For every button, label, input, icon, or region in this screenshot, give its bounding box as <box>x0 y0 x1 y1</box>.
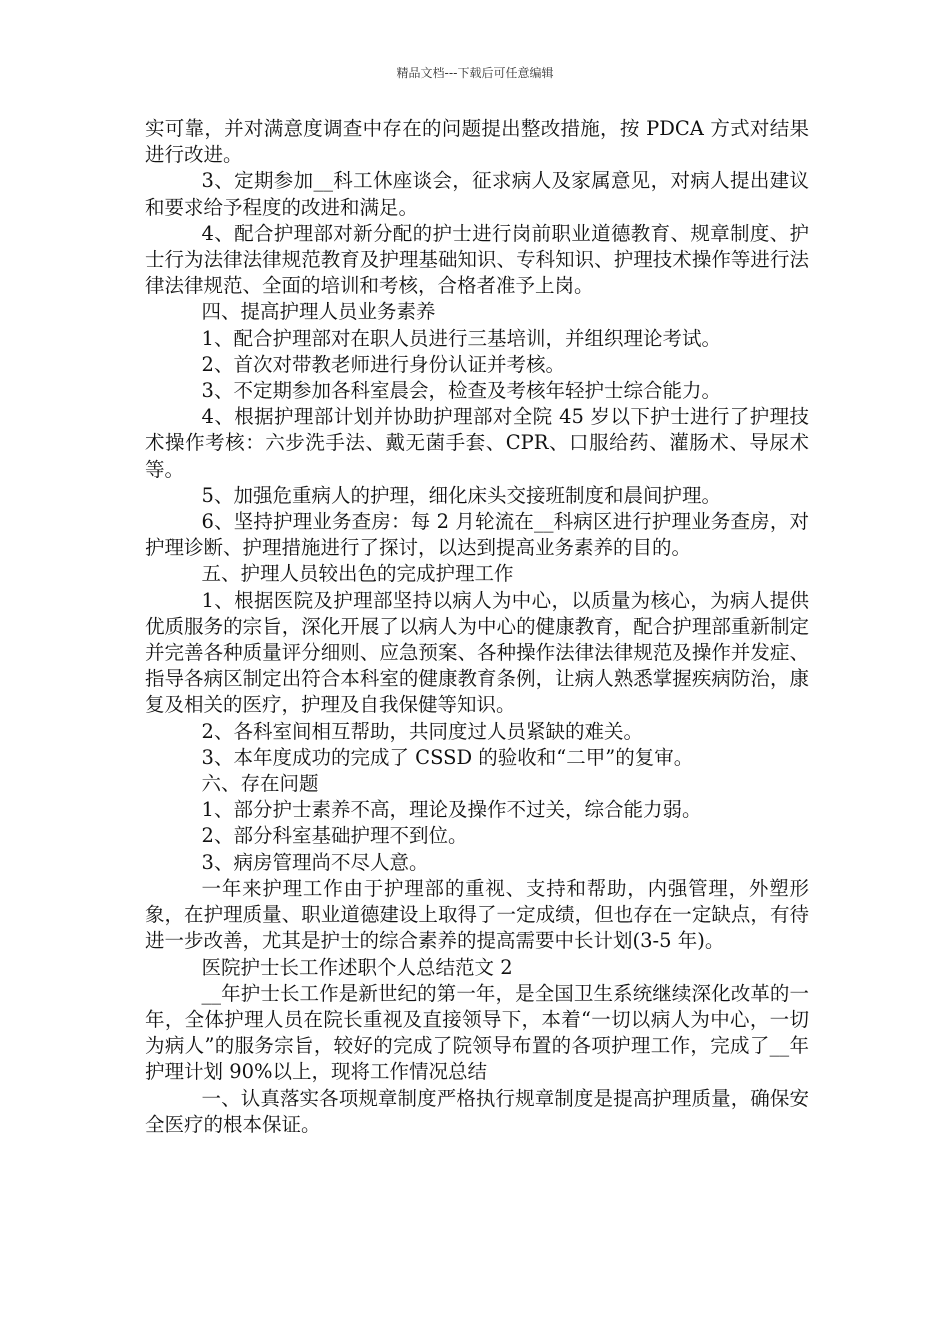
document-body <box>145 116 809 1138</box>
section-heading: 四、提高护理人员业务素养 <box>201 300 436 324</box>
paragraph: 6、坚持护理业务查房：每 2 月轮流在__科病区进行护理业务查房，对护理诊断、护理措施进行了探讨，以达到提高业务素养的目的。 <box>145 510 809 560</box>
section-heading: 六、存在问题 <box>201 772 319 796</box>
page-header: 精品文档---下载后可任意编辑 <box>396 66 554 80</box>
paragraph: 4、配合护理部对新分配的护士进行岗前职业道德教育、规章制度、护士行为法律法律规范教育及护理基础知识、专科知识、护理技术操作等进行法律法律规范、全面的培训和考核，合格者准予上岗。 <box>145 221 809 298</box>
paragraph: 5、加强危重病人的护理，细化床头交接班制度和晨间护理。 <box>201 483 721 507</box>
paragraph: 2、首次对带教老师进行身份认证并考核。 <box>201 352 565 376</box>
paragraph: __年护士长工作是新世纪的第一年，是全国卫生系统继续深化改革的一年，全体护理人员在院长重视及直接领导下，本着“一切以病人为中心，一切为病人”的服务宗旨，较好的完成了院领导布置的各项护理工作，完成了__年护理计划 90%以上，现将工作情况总结 <box>145 981 809 1084</box>
paragraph: 实可靠，并对满意度调查中存在的问题提出整改措施，按 PDCA 方式对结果进行改进。 <box>145 117 809 167</box>
paragraph: 一年来护理工作由于护理部的重视、支持和帮助，内强管理，外塑形象，在护理质量、职业道德建设上取得了一定成绩，但也存在一定缺点，有待进一步改善，尤其是护士的综合素养的提高需要中长计划(3-5 年)。 <box>145 876 809 953</box>
paragraph: 1、配合护理部对在职人员进行三基培训，并组织理论考试。 <box>201 326 721 350</box>
paragraph: 3、本年度成功的完成了 CSSD 的验收和“二甲”的复审。 <box>201 745 694 769</box>
paragraph: 3、定期参加__科工休座谈会，征求病人及家属意见，对病人提出建议和要求给予程度的改进和满足。 <box>145 169 809 219</box>
paragraph: 3、病房管理尚不尽人意。 <box>201 850 429 874</box>
paragraph: 2、部分科室基础护理不到位。 <box>201 824 468 848</box>
paragraph: 3、不定期参加各科室晨会，检查及考核年轻护士综合能力。 <box>201 379 721 403</box>
paragraph: 1、部分护士素养不高，理论及操作不过关，综合能力弱。 <box>201 798 702 822</box>
section-heading: 五、护理人员较出色的完成护理工作 <box>201 562 514 586</box>
paragraph: 4、根据护理部计划并协助护理部对全院 45 岁以下护士进行了护理技术操作考核：六步洗手法、戴无菌手套、CPR、口服给药、灌肠术、导尿术等。 <box>145 405 809 481</box>
paragraph: 2、各科室间相互帮助，共同度过人员紧缺的难关。 <box>201 719 643 743</box>
document-subtitle: 医院护士长工作述职个人总结范文 2 <box>201 955 513 979</box>
paragraph: 1、根据医院及护理部坚持以病人为中心，以质量为核心，为病人提供优质服务的宗旨，深化开展了以病人为中心的健康教育，配合护理部重新制定并完善各种质量评分细则、应急预案、各种操作法律法律规范及操作并发症、指导各病区制定出符合本科室的健康教育条例，让病人熟悉掌握疾病防治，康复及相关的医疗，护理及自我保健等知识。 <box>145 588 809 717</box>
paragraph: 一、认真落实各项规章制度严格执行规章制度是提高护理质量，确保安全医疗的根本保证。 <box>145 1086 809 1136</box>
